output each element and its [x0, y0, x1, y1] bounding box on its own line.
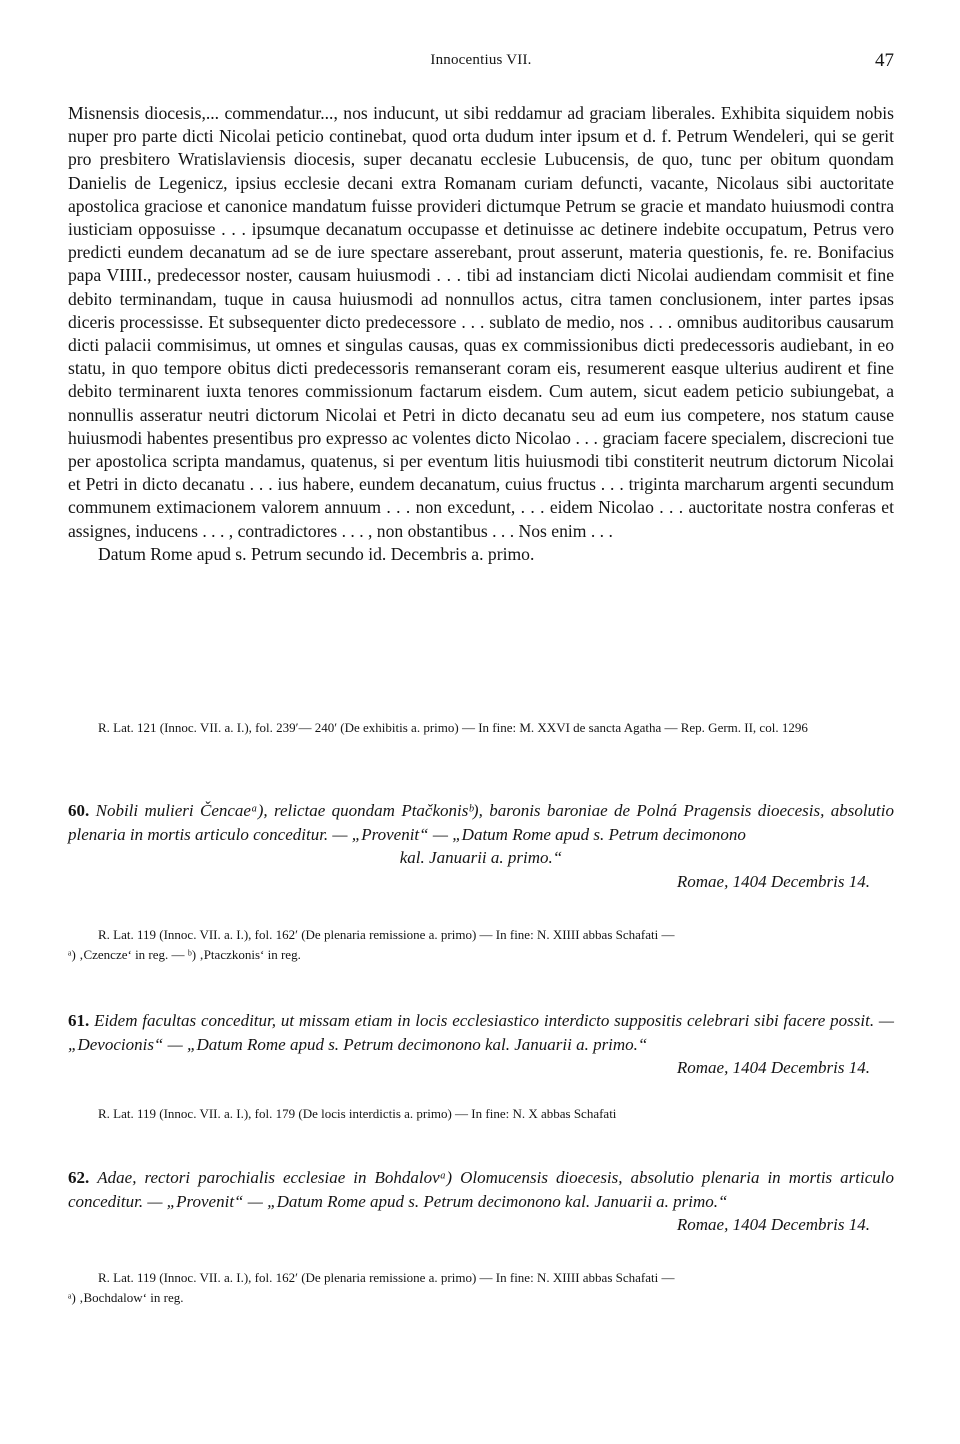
entry-center-line: kal. Januarii a. primo.“ — [399, 848, 563, 867]
entry-note: R. Lat. 119 (Innoc. VII. a. I.), fol. 162′ (De plenaria remissione a. primo) — In fine: N. XIIII abbas Schafati — — [98, 1270, 675, 1285]
source-note-text: R. Lat. 121 (Innoc. VII. a. I.), fol. 239′— 240′ (De exhibitis a. primo) — In fine: M. XXVI de sancta Agatha — Rep. Germ. II, col. 1296 — [98, 720, 808, 735]
source-note — [68, 718, 894, 738]
entry-number: 60. — [68, 801, 90, 820]
entry-note: R. Lat. 119 (Innoc. VII. a. I.), fol. 179 (De locis interdictis a. primo) — In fine: N. X abbas Schafati — [98, 1106, 617, 1121]
entry-note: R. Lat. 119 (Innoc. VII. a. I.), fol. 162′ (De plenaria remissione a. primo) — In fine: N. XIIII abbas Schafati — — [98, 927, 675, 942]
entry-footnote: ᵃ) ‚Bochdalow‘ in reg. — [68, 1289, 184, 1305]
entry-place-date: Romae, 1404 Decembris 14. — [676, 1058, 870, 1077]
running-head: Innocentius VII. — [430, 52, 532, 68]
entry-60 — [68, 799, 894, 893]
entry-footnote: ᵃ) ‚Czencze‘ in reg. — ᵇ) ‚Ptaczkonis‘ in reg. — [68, 946, 301, 962]
entry-62-notes — [68, 1268, 894, 1307]
datum-line: Datum Rome apud s. Petrum secundo id. Decembris a. primo. — [98, 543, 535, 564]
page-header — [68, 50, 894, 74]
entry-number: 61. — [68, 1011, 90, 1030]
entry-text: Nobili mulieri Čencaeᵃ), relictae quondam Ptačkonisᵇ), baronis baroniae de Polná Pragensis dioecesis, absolutio plenaria in mortis articulo conceditur. — „Provenit“ — „Datum Rome apud s. Petrum decimonono — [68, 801, 894, 844]
entry-text: Adae, rectori parochialis ecclesiae in Bohdalovᵃ) Olomucensis dioecesis, absolutio plenaria in mortis articulo conceditur. — „Provenit“ — „Datum Rome apud s. Petrum decimonono kal. Januarii a. primo.“ — [68, 1168, 895, 1211]
main-text — [68, 102, 894, 566]
entry-place-date: Romae, 1404 Decembris 14. — [676, 1215, 870, 1234]
entry-61-notes — [68, 1104, 894, 1124]
entry-62 — [68, 1166, 894, 1237]
entry-60-notes — [68, 925, 894, 964]
entry-place-date: Romae, 1404 Decembris 14. — [676, 871, 870, 891]
body-paragraph: Misnensis diocesis,... commendatur..., nos inducunt, ut sibi reddamur ad graciam liberales. Exhibita siquidem nobis nuper pro parte dicti Nicolai peticio continebat, quod orta dudum inter ipsum et d. f. Petrum Wendeleri, qui se gerit pro presbitero Wratislaviensis diocesis, super decanatu ecclesie Lubucensis, de quo, tunc per obitum quondam Danielis de Legenicz, ipsius ecclesie decani extra Romanam curiam defuncti, vacante, Nicolaus sibi auctoritate apostolica graciose et canonice mandatum fuisse provideri dictumque Petrum se gracie et mandato huiusmodi contra iusticiam opposuisse . . . ipsumque decanatum occupasse et detinuisse ac detinere indebite occupatum, Petrus vero predicti eundem decanatum ad se de iure spectare asserebant, prout asserunt, materia questionis, fe. re. Bonifacius papa VIIII., predecessor noster, causam huiusmodi . . . tibi ad instanciam dicti Nicolai audiendam commisit et fine debito terminandam, tuque in causa huiusmodi ad nonnullos actus, citra tamen conclusionem, inter partes ipsas diceris processisse. Et subsequenter dicto predecessore . . . sublato de medio, nos . . . omnibus auditoribus causarum dicti palacii commisimus, ut omnes et singulas causas, quas ex commissionibus dicti predecessoris audiebant, in eo statu, in quo tempore obitus dicti predecessoris remanserant coram eis, resumerent easque ulterius audirent et fine debito terminarent iuxta tenores commissionum factarum eisdem. Cum autem, sicut eadem peticio subiungebat, a nonnullis asseratur neutri dictorum Nicolai et Petri in dicto decanatu seu ad eum ius competere, nos statum cause huiusmodi habentes presentibus pro expresso ac volentes dicto Nicolao . . . graciam facere specialem, discrecioni tue per apostolica scripta mandamus, quatenus, si per eventum litis huiusmodi tibi constiterit neutrum dictorum Nicolai et Petri in dicto decanatu . . . ius habere, eundem decanatum, cuius fructus . . . triginta marcharum argenti secundum communem extimacionem valorem annuum . . . non excedunt, . . . eidem Nicolao . . . auctoritate nostra conferas et assignes, inducens . . . , contradictores . . . , non obstantibus . . . Nos enim . . . — [68, 103, 894, 541]
entry-61 — [68, 1009, 894, 1080]
page-number: 47 — [875, 50, 894, 71]
entry-number: 62. — [68, 1168, 90, 1187]
entry-text: Eidem facultas conceditur, ut missam etiam in locis ecclesiastico interdicto suppositis celebrari sibi facere possit. — „Devocionis“ — „Datum Rome apud s. Petrum decimonono kal. Januarii a. primo.“ — [68, 1011, 894, 1054]
